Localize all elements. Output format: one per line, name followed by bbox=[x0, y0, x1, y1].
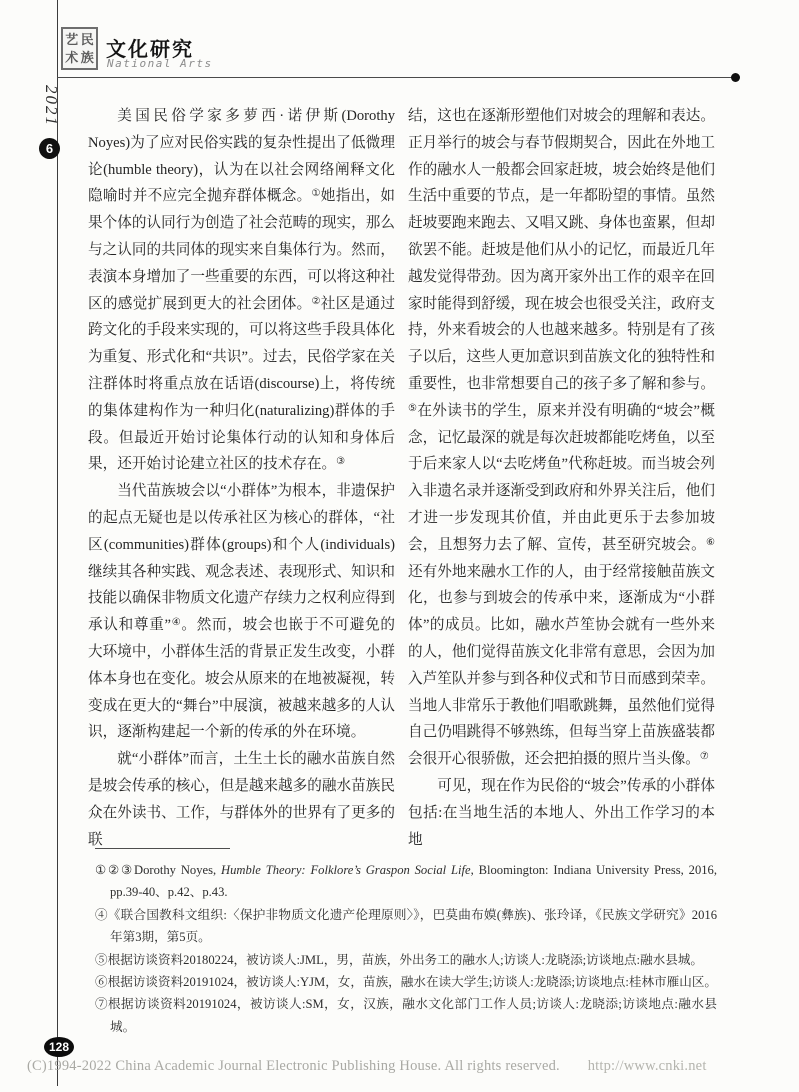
journal-subtitle-en: National Arts bbox=[107, 57, 213, 70]
seal-char: 族 bbox=[80, 50, 94, 66]
footnote: ⑥根据访谈资料20191024，被访谈人:YJM，女，苗族，融水在读大学生;访谈人:龙晓添;访谈地点:桂林市雁山区。 bbox=[95, 975, 718, 990]
left-text-column bbox=[88, 103, 395, 853]
body-paragraph: 就“小群体”而言，土生土长的融水苗族自然是坡会传承的核心，但是越来越多的融水苗族民众在外读书、工作，与群体外的世界有了更多的联 bbox=[88, 751, 395, 848]
footnote: ⑦根据访谈资料20191024，被访谈人:SM，女，汉族，融水文化部门工作人员;访谈人:龙晓添;访谈地点:融水县城。 bbox=[95, 997, 717, 1034]
body-paragraph: 美国民俗学家多萝西·诺伊斯(Dorothy Noyes)为了应对民俗实践的复杂性提出了低微理论(humble theory)，认为在以社会网络阐释文化隐喻时并不应完全抛弃群体概念。①她指出，如果个体的认同行为创造了社会范畴的现实，那么与之认同的共同体的现实来自集体行为。然而，表演本身增加了一些重要的东西，可以将这种社区的感觉扩展到更大的社会团体。②社区是通过跨文化的手段来实现的，可以将这些手段具体化为重复、形式化和“共识”。过去，民俗学家在关注群体时将重点放在话语(discourse)上，将传统的集体建构作为一种归化(naturalizing)群体的手段。但最近开始讨论集体行动的认知和身体后果，还开始讨论建立社区的技术存在。③ bbox=[88, 108, 395, 473]
cnki-url: http://www.cnki.net bbox=[587, 1058, 707, 1074]
body-paragraph: 结，这也在逐渐形塑他们对坡会的理解和表达。正月举行的坡会与春节假期契合，因此在外地工作的融水人一般都会回家赶坡，坡会始终是他们生活中重要的节点，是一年都盼望的事情。虽然赶坡要跑来跑去、又唱又跳、身体也蛮累，但却欲罢不能。赶坡是他们从小的记忆，而最近几年越发觉得带劲。因为离开家外出工作的艰辛在回家时能得到舒缓，现在坡会也很受关注，政府支持，外来看坡会的人也越来越多。特别是有了孩子以后，这些人更加意识到苗族文化的独特性和重要性，也非常想要自己的孩子多了解和参与。⑤在外读书的学生，原来并没有明确的“坡会”概念，记忆最深的就是每次赶坡都能吃烤鱼，以至于后来家人以“去吃烤鱼”代称赶坡。而当坡会列入非遗名录并逐渐受到政府和外界关注后，他们才进一步发现其价值，并由此更乐于去参加坡会，且想努力去了解、宣传，甚至研究坡会。⑥还有外地来融水工作的人，由于经常接触苗族文化，也参与到坡会的传承中来，逐渐成为“小群体”的成员。比如，融水芦笙协会就有一些外来的人，他们觉得苗族文化非常有意思，会因为加入芦笙队并参与到各种仪式和节日而感到荣幸。当地人非常乐于教他们唱歌跳舞，虽然他们觉得自己仍唱跳得不够熟练，但每当穿上苗族盛装都会很开心很骄傲，还会把拍摄的照片当头像。⑦ bbox=[408, 108, 715, 768]
page-number-badge: 128 bbox=[44, 1037, 74, 1057]
footnotes-section bbox=[95, 848, 717, 1038]
journal-section-title: 文化研究 bbox=[106, 39, 194, 61]
header-rule-dot-icon bbox=[731, 73, 740, 82]
seal-char: 艺 bbox=[65, 31, 79, 47]
copyright-text: (C)1994-2022 China Academic Journal Electronic Publishing House. All rights reserved. bbox=[27, 1058, 560, 1074]
footnote-divider bbox=[95, 848, 230, 849]
copyright-watermark bbox=[27, 1058, 707, 1075]
right-text-column bbox=[408, 103, 715, 853]
body-paragraph: 当代苗族坡会以“小群体”为根本，非遗保护的起点无疑也是以传承社区为核心的群体，“社区(communities)群体(groups)和个人(individuals)继续其各种实践、观念表述、表现形式、知识和技能以确保非物质文化遗产存续力之权利应得到承认和尊重”④。然而，坡会也嵌于不可避免的大环境中，小群体生活的背景正发生改变，小群体本身也在变化。坡会从原来的在地被凝视，转变成在更大的“舞台”中展演，被越来越多的人认识，逐渐构建起一个新的传承的外在环境。 bbox=[88, 483, 395, 741]
issue-number-badge: 6 bbox=[39, 138, 60, 159]
left-margin-rule bbox=[57, 0, 58, 1086]
body-paragraph: 可见，现在作为民俗的“坡会”传承的小群体包括:在当地生活的本地人、外出工作学习的本地 bbox=[408, 777, 715, 848]
header-rule bbox=[57, 77, 739, 78]
seal-char: 民 bbox=[80, 31, 94, 47]
footnote-citation-post: , Bloomington: Indiana University Press, 2016, pp.39-40、p.42、p.43. bbox=[110, 863, 717, 900]
footnote: ④《联合国教科文组织:〈保护非物质文化遗产伦理原则〉》，巴莫曲布嫫(彝族)、张玲译，《民族文学研究》2016年第3期，第5页。 bbox=[95, 907, 717, 945]
journal-year-label: 2021 bbox=[42, 85, 61, 127]
seal-char: 术 bbox=[65, 50, 79, 66]
footnote-book-title: Humble Theory: Folklore’s Graspon Social Life bbox=[221, 863, 471, 877]
footnote: ⑤根据访谈资料20180224，被访谈人:JML，男，苗族，外出务工的融水人;访谈人:龙晓添;访谈地点:融水县城。 bbox=[95, 952, 704, 967]
journal-seal-icon bbox=[61, 27, 98, 70]
footnote-citation-pre: ①②③Dorothy Noyes, bbox=[95, 863, 222, 877]
footnote bbox=[95, 859, 717, 904]
